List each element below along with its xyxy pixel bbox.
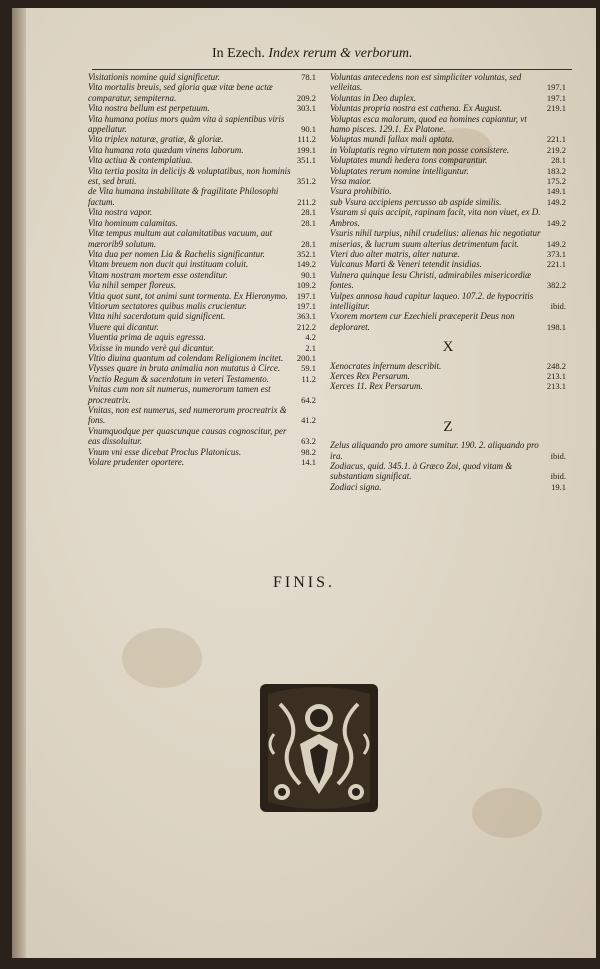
index-entry	[88, 374, 316, 384]
entry-page-number: 199.1	[296, 144, 316, 155]
entry-text: Voluntas in Deo duplex.	[330, 92, 416, 103]
entry-text: Vitam nostram mortem esse ostenditur.	[88, 269, 228, 280]
index-entry	[88, 145, 316, 155]
index-entry	[330, 291, 566, 312]
index-entry	[88, 186, 316, 207]
entry-text: Xerces Rex Persarum.	[330, 370, 410, 381]
entry-text: Zodiaci signa.	[330, 481, 382, 492]
index-entry	[88, 363, 316, 373]
entry-text: Viuentia prima de aquis egressa.	[88, 332, 206, 343]
index-entry	[88, 447, 316, 457]
section-letter-x: X	[442, 339, 454, 356]
entry-text: Vixisse in mundo verè qui dicantur.	[88, 342, 215, 353]
index-entries-v	[330, 72, 566, 332]
entry-page-number: 351.1	[296, 155, 316, 166]
entry-page-number: 149.2	[546, 196, 566, 207]
index-entry	[88, 155, 316, 165]
index-entry	[330, 145, 566, 155]
entry-text: Vteri duo alter matris, alter naturæ.	[330, 248, 460, 259]
entry-page-number: 198.1	[546, 321, 566, 332]
entry-text: Volare prudenter oportere.	[88, 457, 185, 468]
entry-text: Vnitas cum non sit numerus, numerorum tamen est procreatrix.	[88, 384, 271, 405]
index-entry	[88, 207, 316, 217]
index-entry	[330, 155, 566, 165]
entry-text: Voluptas esca malorum, quod ea homines capiantur, vt hamo pisces. 129.1. Ex Platone.	[330, 113, 527, 135]
entry-text: Vnumquodque per quascunque causas cognoscitur, per eas dissoluitur.	[88, 425, 287, 447]
entry-page-number: 197.1	[546, 92, 566, 103]
finis-heading: FINIS.	[272, 574, 335, 591]
entry-page-number: 363.1	[296, 311, 316, 322]
entry-page-number: 90.1	[301, 124, 316, 135]
index-entry	[330, 166, 566, 176]
header-title: Index rerum & verborum.	[268, 46, 413, 61]
index-entry	[330, 371, 566, 381]
index-entry	[88, 134, 316, 144]
index-entry	[88, 426, 316, 447]
entry-text: Vitiorum sectatores quibus malis crucientur.	[88, 300, 247, 311]
index-entry	[88, 166, 316, 187]
entry-page-number: ibid.	[550, 471, 566, 482]
entry-text: Vitam breuem non ducit qui instituam coluit.	[88, 259, 249, 270]
entry-text: Vita actiua & contemplatiua.	[88, 155, 193, 166]
index-entry	[88, 332, 316, 342]
index-entry	[88, 311, 316, 321]
index-entry	[330, 249, 566, 259]
index-entry	[330, 228, 566, 249]
entry-page-number: 221.1	[546, 259, 566, 270]
index-entry	[88, 291, 316, 301]
entry-text: Xerces 11. Rex Persarum.	[330, 381, 423, 392]
entry-page-number: 28.1	[551, 155, 566, 166]
index-entry	[330, 103, 566, 113]
entry-text: Vrsa maior.	[330, 176, 372, 187]
index-entry	[88, 405, 316, 426]
entry-page-number: 209.2	[296, 92, 316, 103]
entry-text: Vulcanus Marti & Veneri tetendit insidias.	[330, 259, 482, 270]
running-header	[212, 46, 592, 62]
entry-text: Vita mortalis breuis, sed gloria quæ vitæ bene actæ comparatur, sempiterna.	[88, 82, 273, 103]
entry-text: Vulpes annosa haud capitur laqueo. 107.2. de hypocritis intelligitur.	[330, 290, 534, 311]
entry-page-number: 303.1	[296, 103, 316, 114]
index-entries-x	[330, 361, 566, 392]
index-entry	[88, 343, 316, 353]
entry-text: Vulnera quinque Iesu Christi, admirabiles misericordiæ fontes.	[330, 269, 531, 291]
entry-page-number: 41.2	[301, 415, 316, 426]
entry-page-number: 352.1	[296, 248, 316, 259]
entry-page-number: 197.1	[296, 290, 316, 301]
index-entry	[330, 186, 566, 196]
index-entry	[330, 207, 566, 228]
entry-page-number: 373.1	[546, 248, 566, 259]
entry-page-number: 4.2	[305, 332, 316, 343]
index-entry	[88, 218, 316, 228]
entry-text: Vita triplex naturæ, gratiæ, & gloriæ.	[88, 134, 224, 145]
index-entry	[330, 311, 566, 332]
index-entries-z	[330, 440, 566, 492]
index-entry	[330, 197, 566, 207]
index-entry	[88, 72, 316, 82]
entry-text: Visitationis nomine quid significetur.	[88, 72, 220, 82]
header-rule	[92, 69, 572, 70]
index-entry	[88, 259, 316, 269]
entry-text: Voluptates mundi hedera tons comparantur.	[330, 155, 488, 166]
index-entry	[88, 270, 316, 280]
entry-text: Viuere qui dicantur.	[88, 321, 159, 332]
index-entry	[330, 381, 566, 391]
entry-page-number: 14.1	[301, 457, 316, 468]
entry-text: Vita dua per nomen Lia & Rachelis significantur.	[88, 248, 265, 259]
entry-text: Via nihil semper floreus.	[88, 280, 176, 291]
entry-page-number: 149.2	[546, 238, 566, 249]
entry-text: Zelus aliquando pro amore sumitur. 190. 2. aliquando pro ira.	[330, 440, 539, 461]
index-entry	[330, 93, 566, 103]
entry-text: sub Vsura accipiens percusso ab aspide similis.	[330, 196, 502, 207]
entry-text: Vita nostra bellum est perpetuum.	[88, 103, 210, 114]
index-entry	[88, 353, 316, 363]
entry-text: Vxorem mortem cur Ezechieli præceperit Deus non deploraret.	[330, 311, 515, 332]
entry-text: Vsuram si quis accipit, rapinam facit, vita non viuet, ex D. Ambros.	[330, 207, 541, 228]
index-column-right	[330, 72, 566, 492]
entry-text: Voluntas antecedens non est simpliciter voluntas, sed velleitas.	[330, 72, 522, 93]
index-entry	[88, 103, 316, 113]
entry-text: Voluptas mundi fallax mali aptata.	[330, 134, 455, 145]
entry-text: Vltio diuina quantum ad colendam Religionem incitet.	[88, 352, 284, 363]
entry-page-number: 221.1	[546, 134, 566, 145]
entry-page-number: 28.1	[301, 207, 316, 218]
entry-page-number: 149.2	[296, 259, 316, 270]
foxing-stain	[122, 628, 202, 688]
entry-page-number: 64.2	[301, 394, 316, 405]
entry-page-number: 219.1	[546, 103, 566, 114]
entry-page-number: 63.2	[301, 436, 316, 447]
index-entry	[88, 280, 316, 290]
entry-text: Vitia quot sunt, tot animi sunt tormenta. Ex Hieronymo.	[88, 290, 288, 301]
index-entry	[330, 440, 566, 461]
entry-page-number: 219.2	[546, 144, 566, 155]
entry-text: Vnum vni esse dicebat Proclus Platonicus.	[88, 446, 242, 457]
entry-page-number: 78.1	[301, 72, 316, 82]
entry-page-number: 213.1	[546, 370, 566, 381]
entry-text: Vlysses quare in bruta animalia non mutatus à Circe.	[88, 363, 281, 374]
entry-page-number: 11.2	[301, 373, 316, 384]
entry-text: Vnitas, non est numerus, sed numerorum procreatrix & fons.	[88, 405, 287, 426]
entry-page-number: 149.1	[546, 186, 566, 197]
entry-page-number: ibid.	[550, 300, 566, 311]
entry-text: in Voluptatis regno virtutem non posse consistere.	[330, 144, 510, 155]
entry-page-number: 200.1	[296, 352, 316, 363]
index-entry	[88, 114, 316, 135]
entry-text: Voluptates rerum nomine intelliguntur.	[330, 165, 469, 176]
entry-page-number: 109.2	[296, 280, 316, 291]
index-entry	[330, 361, 566, 371]
entry-page-number: 211.2	[297, 196, 316, 207]
section-letter-z: Z	[443, 418, 453, 435]
book-page	[12, 8, 596, 958]
entry-page-number: 382.2	[546, 280, 566, 291]
index-entry	[88, 322, 316, 332]
index-entry	[330, 114, 566, 135]
entry-page-number: 248.2	[546, 360, 566, 371]
index-entry	[330, 134, 566, 144]
entry-text: Vita tertia posita in delicijs & voluptatibus, non hominis est, sed bruti.	[88, 165, 291, 187]
entry-text: Zodiacus, quid. 345.1. à Græco Zoi, quod vitam & substantiam significat.	[330, 461, 513, 482]
index-entry	[88, 384, 316, 405]
header-book: In Ezech.	[212, 46, 265, 61]
index-entry	[330, 461, 566, 482]
entry-text: Vita humana rota quædam vinens laborum.	[88, 144, 244, 155]
entry-page-number: 213.1	[546, 381, 566, 392]
index-entry	[330, 72, 566, 93]
index-entry	[88, 82, 316, 103]
entry-page-number: 28.1	[301, 238, 316, 249]
entry-text: Vnctio Regum & sacerdotum in veteri Testamento.	[88, 373, 270, 384]
entry-text: Vitta nihi sacerdotum quid significent.	[88, 311, 226, 322]
entry-text: Vita nostra vapor.	[88, 207, 153, 218]
index-entry	[88, 301, 316, 311]
index-column-left	[88, 72, 316, 467]
entry-page-number: 98.2	[301, 446, 316, 457]
entry-text: Vsuris nihil turpius, nihil crudelius: alienas hic negotiatur miserias, & lucrum suum alterius detrimentum facit.	[330, 228, 541, 249]
entry-page-number: 149.2	[546, 217, 566, 228]
index-entry	[88, 457, 316, 467]
printers-ornament-icon	[260, 684, 378, 812]
entry-page-number: 175.2	[546, 176, 566, 187]
entry-page-number: 183.2	[546, 165, 566, 176]
index-entry	[330, 176, 566, 186]
entry-text: Voluntas propria nostra est cathena. Ex August.	[330, 103, 502, 114]
foxing-stain	[472, 788, 542, 838]
entry-page-number: 28.1	[301, 217, 316, 228]
index-entry	[330, 259, 566, 269]
index-entry	[330, 270, 566, 291]
entry-text: Vita hominum calamitas.	[88, 217, 178, 228]
index-entry	[88, 249, 316, 259]
entry-page-number: 197.1	[546, 82, 566, 93]
entry-page-number: 111.2	[297, 134, 316, 145]
entry-page-number: 90.1	[301, 269, 316, 280]
entry-page-number: 2.1	[305, 342, 316, 353]
entry-page-number: 351.2	[296, 176, 316, 187]
page-gutter	[12, 8, 26, 958]
entry-page-number: 212.2	[296, 321, 316, 332]
entry-text: Vsura prohibitio.	[330, 186, 392, 197]
entry-text: Vita humana potius mors quàm vita à sapientibus viris appellatur.	[88, 113, 285, 135]
entry-text: Vitæ tempus multum aut calamitatibus vacuum, aut mærorib9 solutum.	[88, 228, 273, 249]
entry-page-number: 59.1	[301, 363, 316, 374]
index-entry	[88, 228, 316, 249]
entry-page-number: 197.1	[296, 300, 316, 311]
entry-text: de Vita humana instabilitate & fragilitate Philosophi factum.	[88, 186, 279, 207]
index-entry	[330, 482, 566, 492]
entry-page-number: ibid.	[550, 450, 566, 461]
entry-text: Xenocrates infernum describit.	[330, 360, 442, 371]
entry-page-number: 19.1	[551, 481, 566, 492]
